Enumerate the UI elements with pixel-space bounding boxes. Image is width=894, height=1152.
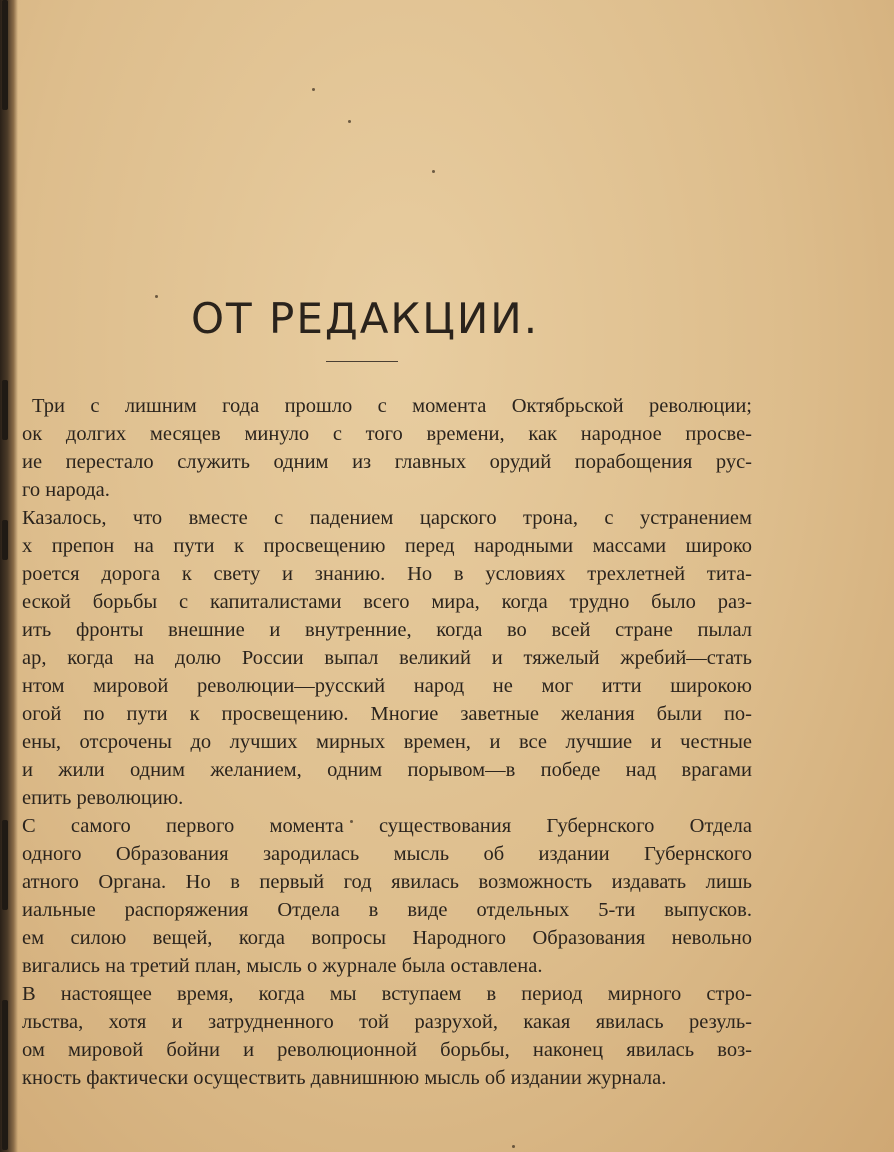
text-line: епить революцию. xyxy=(22,787,184,809)
paper-speck xyxy=(348,120,351,123)
text-line: ие перестало служить одним из главных орудий порабощения рус- xyxy=(22,451,752,473)
text-line: ены, отсрочены до лучших мирных времен, и все лучшие и честные xyxy=(22,731,752,753)
paper-speck xyxy=(512,1145,515,1148)
paragraph xyxy=(0,980,752,1092)
text-line: огой по пути к просвещению. Многие заветные желания были по- xyxy=(22,703,752,725)
gutter-shadow-mark xyxy=(2,0,8,110)
page-title: ОТ РЕДАКЦИИ. xyxy=(190,294,540,343)
article-body xyxy=(0,392,752,1092)
text-line: Казалось, что вместе с падением царского трона, с устранением xyxy=(22,507,752,529)
text-line: х препон на пути к просвещению перед народными массами широко xyxy=(22,535,752,557)
text-line: еской борьбы с капиталистами всего мира, когда трудно было раз- xyxy=(22,591,752,613)
text-line: ем силою вещей, когда вопросы Народного Образования невольно xyxy=(22,927,752,949)
text-line: В настоящее время, когда мы вступаем в период мирного стро- xyxy=(22,983,752,1005)
paragraph xyxy=(0,392,752,504)
text-line: С самого первого момента существования Губернского Отдела xyxy=(22,815,752,837)
paragraph xyxy=(0,504,752,812)
text-line: нтом мировой революции—русский народ не мог итти широкою xyxy=(22,675,752,697)
text-line: ить фронты внешние и внутренние, когда во всей стране пылал xyxy=(22,619,752,641)
text-line: ом мировой бойни и революционной борьбы, наконец явилась воз- xyxy=(22,1039,752,1061)
title-divider xyxy=(326,361,398,362)
text-line: вигались на третий план, мысль о журнале была оставлена. xyxy=(22,955,543,977)
text-line: ок долгих месяцев минуло с того времени, как народное просве- xyxy=(22,423,752,445)
text-line: одного Образования зародилась мысль об издании Губернского xyxy=(22,843,752,865)
text-line: го народа. xyxy=(22,479,110,501)
text-line: атного Органа. Но в первый год явилась возможность издавать лишь xyxy=(22,871,752,893)
text-line: иальные распоряжения Отдела в виде отдельных 5-ти выпусков. xyxy=(22,899,752,921)
text-line: и жили одним желанием, одним порывом—в победе над врагами xyxy=(22,759,752,781)
paper-speck xyxy=(432,170,435,173)
paragraph xyxy=(0,812,752,980)
text-line: ар, когда на долю России выпал великий и тяжелый жребий—стать xyxy=(22,647,752,669)
text-line: кность фактически осуществить давнишнюю мысль об издании журнала. xyxy=(22,1067,667,1089)
text-line: роется дорога к свету и знанию. Но в условиях трехлетней тита- xyxy=(22,563,752,585)
text-line: льства, хотя и затрудненного той разрухой, какая явилась резуль- xyxy=(22,1011,752,1033)
paper-speck xyxy=(312,88,315,91)
text-line: Три с лишним года прошло с момента Октябрьской революции; xyxy=(32,395,752,417)
